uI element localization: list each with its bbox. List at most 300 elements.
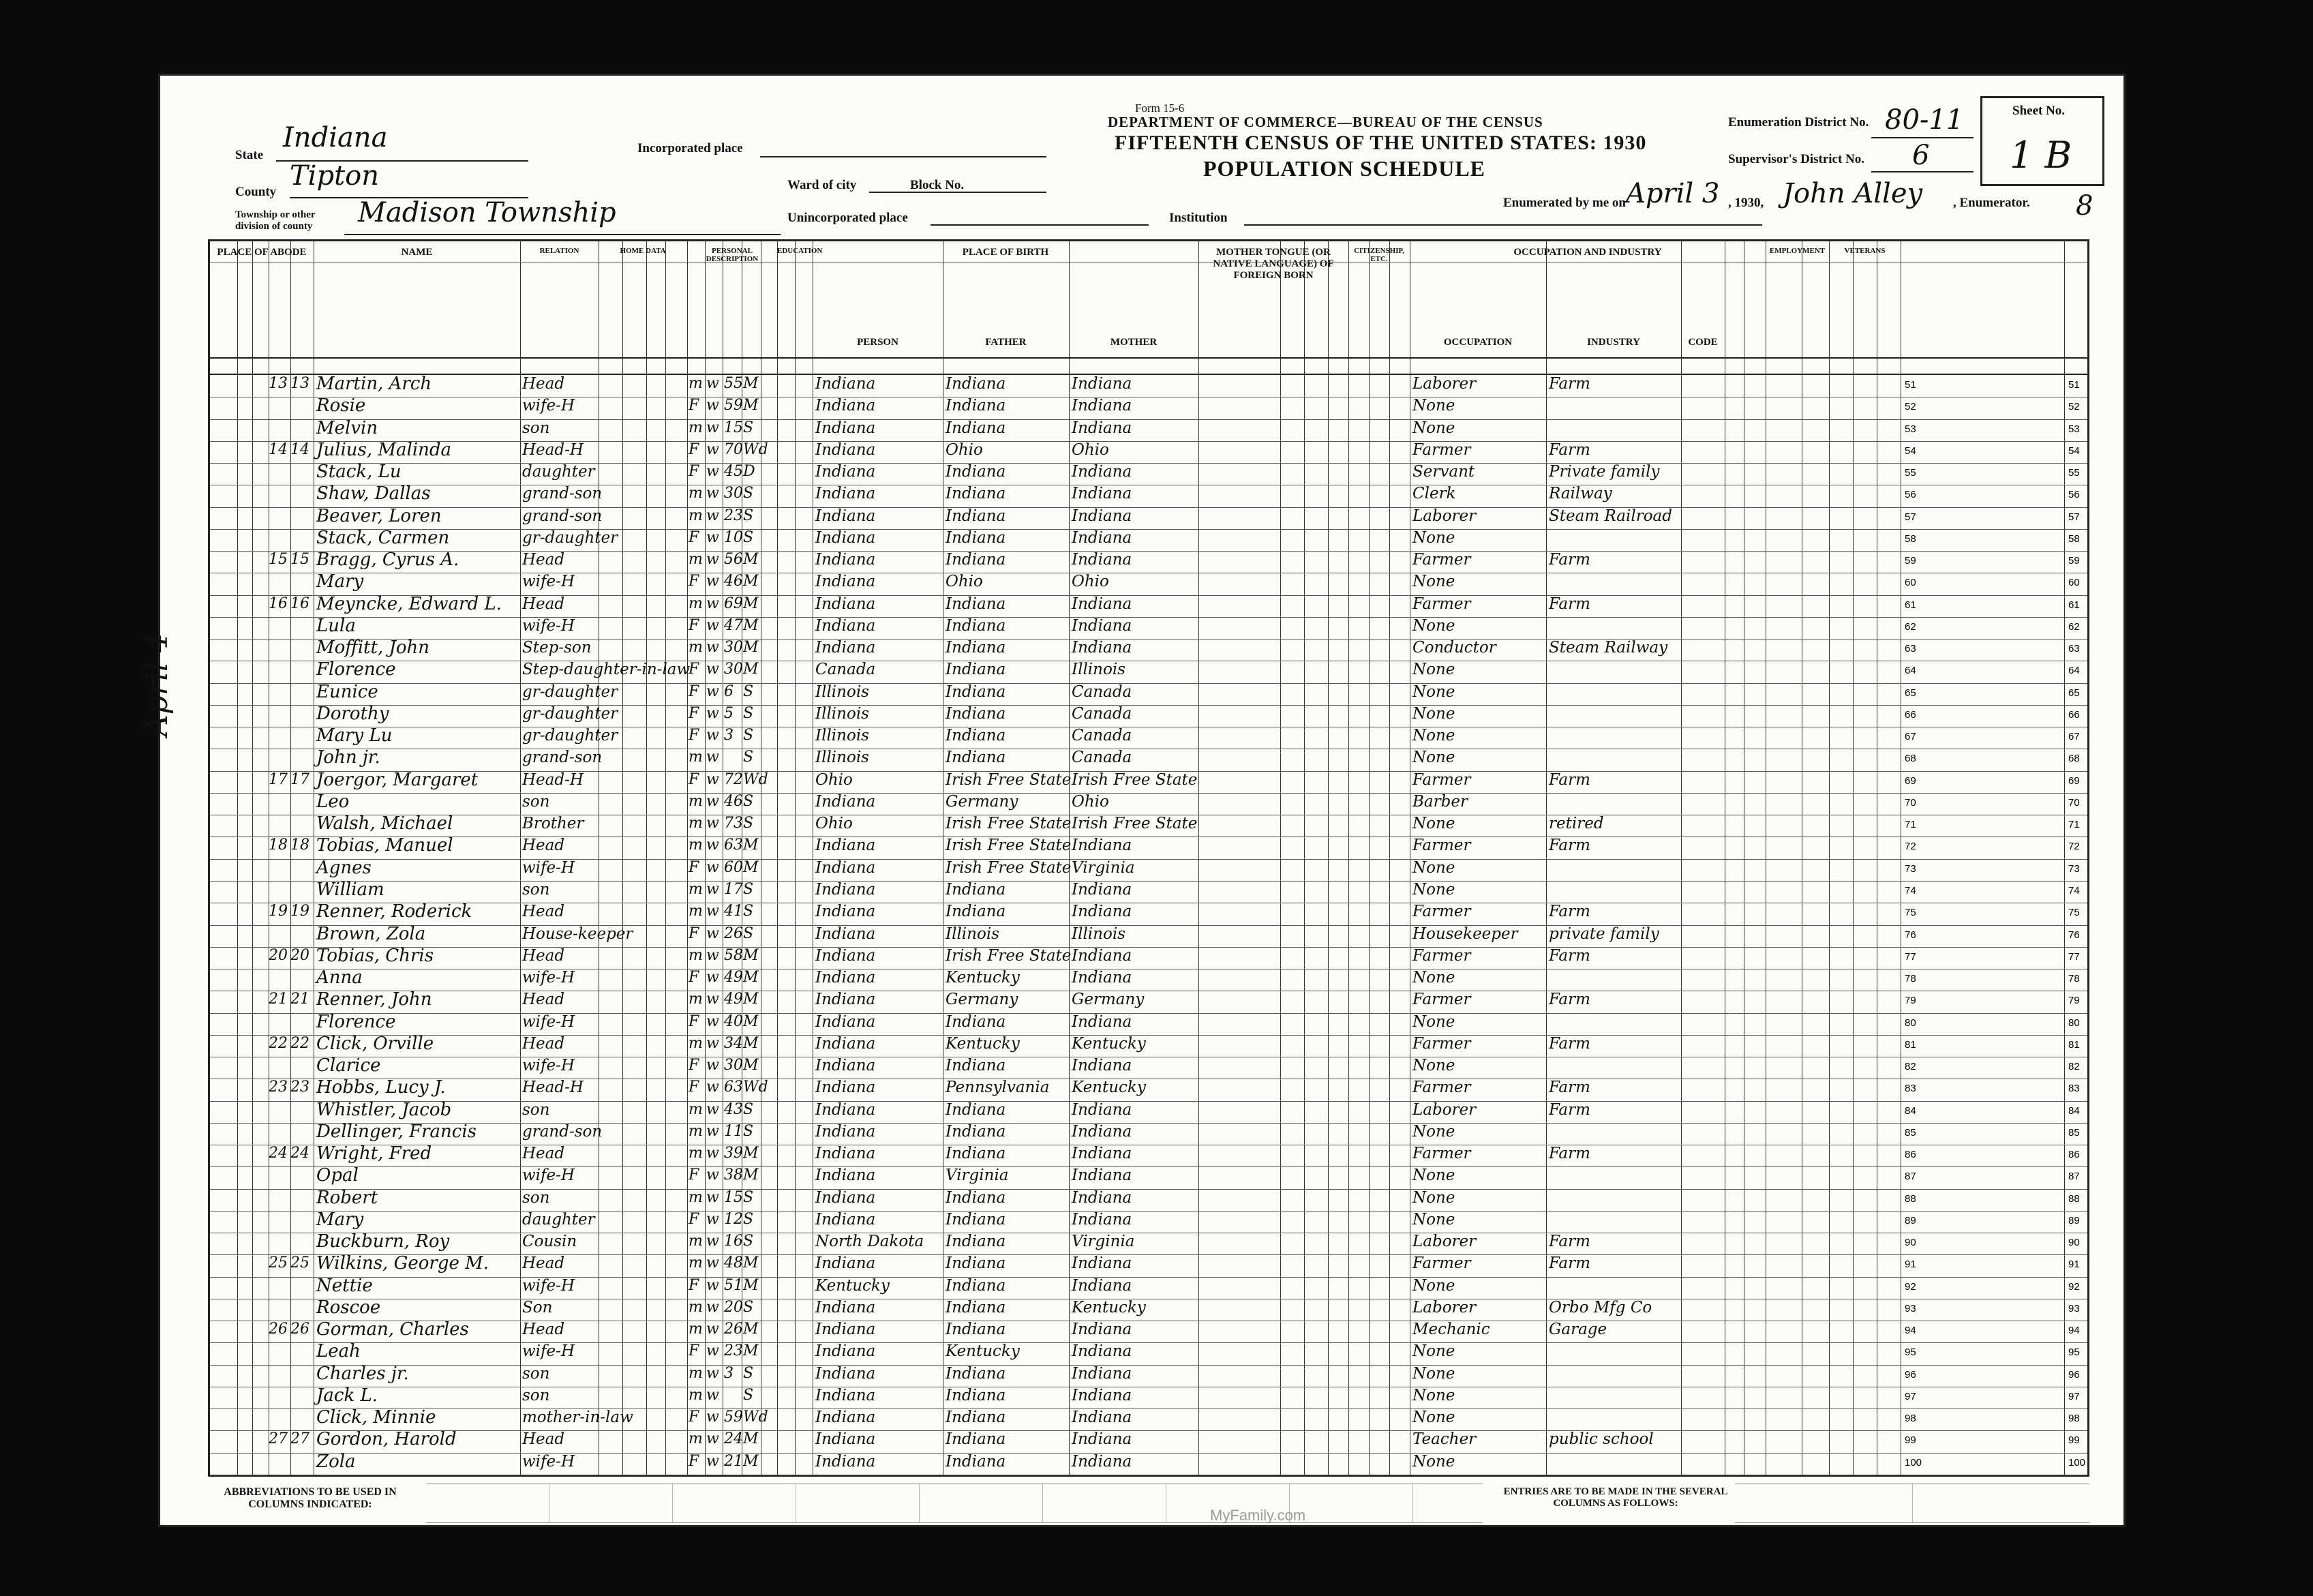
cell-marital: S [743, 1122, 754, 1140]
cell-sex: m [689, 946, 703, 964]
cell-age: 20 [724, 1298, 743, 1316]
form-number: Form 15-6 [1135, 102, 1185, 115]
cell-mother: Indiana [1072, 1122, 1132, 1141]
cell-occupation: Farmer [1412, 594, 1471, 613]
cell-age: 73 [724, 815, 743, 832]
table-row [210, 463, 2087, 485]
table-row [210, 507, 2087, 529]
cell-age: 59 [724, 1409, 743, 1426]
cell-dwelling: 24 [269, 1145, 288, 1162]
line-number: 65 [1905, 687, 1916, 699]
cell-birthplace: Illinois [815, 704, 869, 723]
cell-race: w [706, 573, 719, 590]
cell-marital: M [743, 551, 759, 569]
cell-age: 49 [724, 969, 743, 987]
cell-birthplace: Indiana [815, 594, 876, 613]
cell-marital: S [743, 924, 754, 942]
schedule-title: POPULATION SCHEDULE [1203, 156, 1486, 181]
table-row [210, 947, 2087, 969]
cell-marital: M [743, 946, 759, 964]
cell-birthplace: Indiana [815, 858, 876, 877]
cell-birthplace: Indiana [815, 1254, 876, 1273]
line-number: 57 [1905, 511, 1916, 523]
table-row [210, 639, 2087, 661]
cell-marital: M [743, 1430, 759, 1448]
cell-occupation: Farmer [1412, 440, 1471, 459]
cell-family: 14 [290, 440, 309, 458]
cell-name: Renner, John [316, 989, 432, 1010]
cell-race: w [706, 727, 719, 744]
cell-industry: Farm [1549, 1100, 1590, 1119]
cell-industry: Garage [1549, 1321, 1607, 1339]
line-number: 57 [2068, 511, 2080, 523]
cell-relation: wife-H [522, 1012, 575, 1031]
cell-race: w [706, 551, 719, 569]
cell-marital: S [743, 507, 754, 524]
line-number: 95 [1905, 1346, 1916, 1359]
cell-birthplace: Indiana [815, 1430, 876, 1449]
line-number: 86 [2068, 1149, 2080, 1161]
cell-father: Indiana [946, 551, 1006, 569]
cell-mother: Indiana [1072, 1166, 1132, 1185]
cell-name: Walsh, Michael [316, 813, 453, 834]
cell-mother: Indiana [1072, 616, 1132, 635]
cell-age: 6 [724, 682, 734, 700]
cell-family: 15 [290, 551, 309, 569]
cell-race: w [706, 1034, 719, 1052]
cell-mother: Indiana [1072, 1012, 1132, 1031]
cell-birthplace: Indiana [815, 639, 876, 657]
census-title: FIFTEENTH CENSUS OF THE UNITED STATES: 1930 [1115, 132, 1647, 154]
cell-sex: m [689, 991, 703, 1008]
cell-relation: Head [522, 991, 565, 1009]
cell-father: Indiana [946, 639, 1006, 657]
cell-birthplace: Illinois [815, 727, 869, 745]
cell-age: 26 [724, 924, 743, 942]
cell-marital: M [743, 969, 759, 987]
line-number: 70 [1905, 796, 1916, 809]
cell-industry: Farm [1549, 375, 1590, 393]
cell-mother: Canada [1072, 727, 1132, 745]
cell-dwelling: 23 [269, 1079, 288, 1096]
cell-marital: M [743, 1321, 759, 1338]
cell-age: 10 [724, 528, 743, 546]
cell-age: 16 [724, 1233, 743, 1250]
cell-sex: m [689, 594, 703, 612]
cell-family: 23 [290, 1079, 309, 1096]
cell-name: Opal [316, 1165, 359, 1186]
cell-mother: Indiana [1072, 1452, 1132, 1471]
cell-race: w [706, 704, 719, 722]
cell-occupation: None [1412, 419, 1455, 437]
ward-label: Ward of city [787, 178, 857, 192]
cell-race: w [706, 1452, 719, 1470]
cell-relation: Head-H [522, 1079, 584, 1097]
line-number: 100 [2068, 1456, 2086, 1469]
table-row [210, 375, 2087, 397]
cell-sex: m [689, 880, 703, 898]
line-number: 83 [1905, 1083, 1916, 1095]
cell-sex: F [689, 969, 699, 987]
line-number: 100 [1905, 1456, 1922, 1469]
cell-mother: Indiana [1072, 946, 1132, 965]
cell-marital: M [743, 1342, 759, 1360]
cell-age: 48 [724, 1254, 743, 1272]
cell-mother: Indiana [1072, 1364, 1132, 1383]
table-row [210, 1321, 2087, 1342]
line-number: 91 [2068, 1259, 2080, 1271]
cell-family: 16 [290, 594, 309, 612]
line-number: 88 [1905, 1192, 1916, 1205]
cell-age: 70 [724, 440, 743, 458]
cell-mother: Indiana [1072, 1409, 1132, 1427]
cell-industry: Private family [1549, 463, 1660, 481]
cell-name: Buckburn, Roy [316, 1231, 450, 1252]
cell-age: 46 [724, 792, 743, 810]
cell-mother: Canada [1072, 704, 1132, 723]
state-value: Indiana [283, 122, 388, 153]
line-number: 97 [1905, 1390, 1916, 1402]
cell-relation: wife-H [522, 1452, 575, 1471]
cell-sex: F [689, 1452, 699, 1470]
cell-name: Rosie [316, 395, 366, 417]
cell-birthplace: Ohio [815, 770, 853, 789]
cell-father: Indiana [946, 1254, 1006, 1273]
cell-father: Indiana [946, 1409, 1006, 1427]
table-row [210, 925, 2087, 947]
cell-race: w [706, 969, 719, 987]
cell-relation: gr-daughter [522, 704, 618, 723]
line-number: 86 [1905, 1149, 1916, 1161]
cell-father: Indiana [946, 397, 1006, 415]
cell-birthplace: Kentucky [815, 1276, 890, 1295]
cell-race: w [706, 1342, 719, 1360]
table-row [210, 1211, 2087, 1233]
cell-age: 72 [724, 770, 743, 788]
line-number: 54 [2068, 445, 2080, 457]
line-number: 67 [1905, 731, 1916, 743]
cell-sex: m [689, 792, 703, 810]
cell-marital: M [743, 1145, 759, 1162]
cell-marital: M [743, 837, 759, 854]
cell-race: w [706, 1298, 719, 1316]
cell-industry: Farm [1549, 1233, 1590, 1251]
cell-relation: grand-son [522, 749, 603, 767]
cell-name: Jack L. [316, 1385, 378, 1406]
enumerated-label: Enumerated by me on [1503, 196, 1626, 210]
cell-occupation: None [1412, 573, 1455, 591]
table-row [210, 705, 2087, 727]
cell-mother: Ohio [1072, 440, 1109, 459]
cell-marital: M [743, 375, 759, 392]
cell-occupation: Laborer [1412, 375, 1477, 393]
cell-marital: S [743, 815, 754, 832]
cell-relation: Step-daughter-in-law [522, 661, 691, 679]
entries-table [1735, 1484, 2089, 1523]
cell-mother: Illinois [1072, 924, 1125, 943]
cell-race: w [706, 1145, 719, 1162]
cell-family: 25 [290, 1254, 309, 1272]
cell-age: 30 [724, 639, 743, 657]
table-row [210, 617, 2087, 639]
cell-birthplace: Illinois [815, 682, 869, 701]
cell-race: w [706, 903, 719, 920]
cell-marital: S [743, 727, 754, 744]
cell-dwelling: 25 [269, 1254, 288, 1272]
cell-marital: S [743, 682, 754, 700]
line-number: 80 [1905, 1017, 1916, 1029]
cell-race: w [706, 1188, 719, 1206]
line-number: 53 [1905, 423, 1916, 435]
cell-father: Kentucky [946, 969, 1020, 987]
cell-relation: gr-daughter [522, 682, 618, 701]
table-row [210, 441, 2087, 463]
table-row [210, 1453, 2087, 1475]
cell-birthplace: Indiana [815, 1122, 876, 1141]
table-row [210, 1101, 2087, 1123]
cell-marital: M [743, 1034, 759, 1052]
column-group-header: PLACE OF BIRTH [962, 247, 1049, 258]
cell-industry: Farm [1549, 946, 1590, 965]
cell-dwelling: 21 [269, 991, 288, 1008]
cell-sex: m [689, 1034, 703, 1052]
cell-father: Indiana [946, 375, 1006, 393]
cell-mother: Irish Free State [1072, 770, 1198, 789]
table-row [210, 859, 2087, 881]
line-number: 98 [1905, 1413, 1916, 1425]
cell-mother: Indiana [1072, 1276, 1132, 1295]
cell-father: Indiana [946, 1100, 1006, 1119]
cell-birthplace: Indiana [815, 1166, 876, 1185]
cell-mother: Indiana [1072, 485, 1132, 503]
cell-sex: m [689, 551, 703, 569]
cell-relation: House-keeper [522, 924, 633, 943]
line-number: 58 [1905, 532, 1916, 545]
cell-mother: Indiana [1072, 1386, 1132, 1404]
cell-mother: Indiana [1072, 507, 1132, 525]
cell-name: Clarice [316, 1055, 381, 1076]
cell-marital: S [743, 1210, 754, 1228]
cell-age: 15 [724, 1188, 743, 1206]
cell-family: 17 [290, 770, 309, 788]
cell-marital: M [743, 858, 759, 876]
cell-sex: m [689, 419, 703, 436]
cell-sex: m [689, 749, 703, 766]
cell-father: Indiana [946, 1452, 1006, 1471]
cell-industry: Steam Railway [1549, 639, 1668, 657]
cell-occupation: None [1412, 616, 1455, 635]
cell-birthplace: Canada [815, 661, 876, 679]
line-number: 71 [1905, 819, 1916, 831]
cell-name: Bragg, Cyrus A. [316, 549, 459, 571]
column-group-header: EDUCATION [777, 247, 823, 255]
cell-relation: Step-son [522, 639, 592, 657]
cell-father: Virginia [946, 1166, 1009, 1185]
line-number: 76 [2068, 929, 2080, 941]
enumerator-label: , Enumerator. [1953, 196, 2030, 210]
cell-marital: S [743, 903, 754, 920]
supervisor-district-label: Supervisor's District No. [1728, 152, 1865, 166]
cell-age: 56 [724, 551, 743, 569]
cell-mother: Indiana [1072, 397, 1132, 415]
cell-birthplace: Indiana [815, 485, 876, 503]
cell-occupation: None [1412, 1409, 1455, 1427]
cell-name: Tobias, Chris [316, 945, 434, 966]
cell-name: Anna [316, 967, 363, 989]
cell-occupation: Laborer [1412, 1100, 1477, 1119]
cell-father: Indiana [946, 1276, 1006, 1295]
enum-district-label: Enumeration District No. [1728, 115, 1869, 130]
cell-birthplace: Indiana [815, 616, 876, 635]
line-number: 79 [2068, 995, 2080, 1007]
cell-marital: D [743, 463, 755, 481]
cell-father: Indiana [946, 1012, 1006, 1031]
cell-dwelling: 15 [269, 551, 288, 569]
cell-name: Mary Lu [316, 725, 393, 747]
line-number: 61 [2068, 599, 2080, 611]
cell-occupation: None [1412, 815, 1455, 833]
line-number: 90 [2068, 1237, 2080, 1249]
table-row [210, 1166, 2087, 1188]
cell-father: Pennsylvania [946, 1079, 1050, 1097]
cell-father: Indiana [946, 528, 1006, 547]
cell-relation: wife-H [522, 1342, 575, 1361]
cell-father: Indiana [946, 616, 1006, 635]
line-number: 97 [2068, 1390, 2080, 1402]
cell-marital: M [743, 1012, 759, 1030]
line-number: 78 [2068, 973, 2080, 985]
cell-name: Whistler, Jacob [316, 1099, 452, 1120]
cell-relation: son [522, 419, 550, 437]
cell-father: Indiana [946, 1321, 1006, 1339]
line-number: 51 [1905, 379, 1916, 391]
cell-name: Robert [316, 1187, 378, 1208]
cell-birthplace: Indiana [815, 880, 876, 899]
cell-birthplace: Indiana [815, 1145, 876, 1163]
line-number: 95 [2068, 1346, 2080, 1359]
cell-age: 17 [724, 880, 743, 898]
line-number: 53 [2068, 423, 2080, 435]
cell-mother: Indiana [1072, 594, 1132, 613]
cell-name: Leah [316, 1341, 361, 1362]
cell-occupation: None [1412, 1188, 1455, 1207]
line-number: 99 [2068, 1434, 2080, 1447]
line-number: 60 [1905, 577, 1916, 589]
cell-father: Indiana [946, 507, 1006, 525]
cell-race: w [706, 815, 719, 832]
cell-mother: Ohio [1072, 573, 1109, 591]
table-row [210, 683, 2087, 705]
column-group-header: OCCUPATION AND INDUSTRY [1513, 247, 1662, 258]
township-value: Madison Township [358, 197, 616, 228]
cell-sex: m [689, 1145, 703, 1162]
cell-age: 58 [724, 946, 743, 964]
enumerated-year: , 1930, [1728, 196, 1764, 210]
cell-father: Kentucky [946, 1034, 1020, 1053]
cell-marital: M [743, 1166, 759, 1184]
line-number: 88 [2068, 1192, 2080, 1205]
line-number: 94 [2068, 1325, 2080, 1337]
cell-name: Charles jr. [316, 1363, 409, 1384]
cell-relation: son [522, 880, 550, 899]
cell-relation: wife-H [522, 573, 575, 591]
cell-relation: Head [522, 594, 565, 613]
cell-name: Leo [316, 791, 350, 812]
line-number: 94 [1905, 1325, 1916, 1337]
line-number: 85 [1905, 1126, 1916, 1139]
cell-father: Kentucky [946, 1342, 1020, 1361]
table-row [210, 1365, 2087, 1387]
cell-age: 30 [724, 1057, 743, 1074]
cell-name: Gordon, Harold [316, 1429, 457, 1450]
cell-name: Renner, Roderick [316, 901, 472, 922]
cell-sex: m [689, 485, 703, 502]
line-number: 92 [1905, 1280, 1916, 1293]
cell-race: w [706, 1210, 719, 1228]
cell-sex: F [689, 1210, 699, 1228]
cell-father: Indiana [946, 1188, 1006, 1207]
cell-sex: m [689, 1430, 703, 1448]
line-number: 55 [2068, 467, 2080, 479]
cell-industry: public school [1549, 1430, 1654, 1449]
line-number: 80 [2068, 1017, 2080, 1029]
cell-relation: Head [522, 903, 565, 921]
cell-birthplace: Ohio [815, 815, 853, 833]
cell-birthplace: Indiana [815, 463, 876, 481]
cell-occupation: None [1412, 1166, 1455, 1185]
cell-occupation: None [1412, 528, 1455, 547]
cell-sex: F [689, 616, 699, 634]
cell-birthplace: Indiana [815, 991, 876, 1009]
cell-occupation: None [1412, 969, 1455, 987]
cell-marital: S [743, 749, 754, 766]
cell-relation: Head [522, 946, 565, 965]
cell-dwelling: 14 [269, 440, 288, 458]
cell-mother: Indiana [1072, 969, 1132, 987]
cell-sex: m [689, 1188, 703, 1206]
table-row [210, 1387, 2087, 1409]
cell-sex: F [689, 1057, 699, 1074]
cell-industry: Farm [1549, 1079, 1590, 1097]
cell-age: 59 [724, 397, 743, 415]
table-row [210, 969, 2087, 991]
cell-age: 11 [724, 1122, 743, 1140]
cell-birthplace: North Dakota [815, 1233, 924, 1251]
cell-dwelling: 19 [269, 903, 288, 920]
line-number: 99 [1905, 1434, 1916, 1447]
cell-name: Dorothy [316, 703, 389, 724]
cell-occupation: None [1412, 1012, 1455, 1031]
cell-sex: m [689, 1254, 703, 1272]
cell-father: Indiana [946, 1057, 1006, 1075]
line-number: 68 [1905, 753, 1916, 765]
cell-mother: Kentucky [1072, 1034, 1146, 1053]
cell-name: Florence [316, 1011, 396, 1032]
cell-age: 15 [724, 419, 743, 436]
cell-occupation: Conductor [1412, 639, 1496, 657]
line-number: 76 [1905, 929, 1916, 941]
cell-father: Ohio [946, 440, 983, 459]
block-label: Block No. [910, 178, 965, 192]
cell-sex: m [689, 1100, 703, 1118]
cell-race: w [706, 375, 719, 392]
cell-father: Irish Free State [946, 770, 1072, 789]
subheader-father: FATHER [985, 337, 1027, 348]
cell-birthplace: Indiana [815, 1452, 876, 1471]
cell-age: 46 [724, 573, 743, 590]
cell-relation: Head [522, 1321, 565, 1339]
cell-sex: m [689, 1321, 703, 1338]
